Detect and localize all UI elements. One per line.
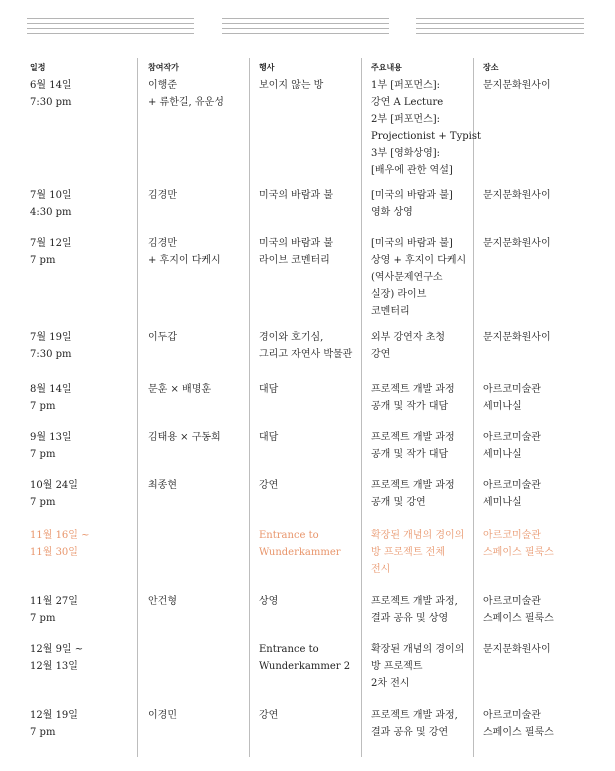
date-cell-line: 7 pm <box>30 497 56 508</box>
event-cell-line: 보이지 않는 방 <box>259 80 324 91</box>
artist-cell-line: 이경민 <box>148 710 177 721</box>
column-divider <box>361 58 362 757</box>
artist-cell <box>148 77 224 111</box>
place-cell-line: 아르코미술관 <box>483 710 541 721</box>
artist-cell <box>148 429 221 446</box>
artist-cell-line: 문훈 × 배명훈 <box>148 384 212 395</box>
place-cell-line: 스페이스 필룩스 <box>483 547 554 558</box>
place-cell <box>483 641 551 658</box>
date-cell-line: 7월 19일 <box>30 332 72 343</box>
date-cell-line: 11월 27일 <box>30 596 78 607</box>
content-cell <box>371 77 481 179</box>
event-cell-line: 미국의 바람과 불 <box>259 190 333 201</box>
content-cell-line: 결과 공유 및 상영 <box>371 613 449 624</box>
event-cell <box>259 187 333 204</box>
place-cell <box>483 77 551 94</box>
place-cell-line: 문지문화원사이 <box>483 190 551 201</box>
date-cell-line: 6월 14일 <box>30 80 72 91</box>
place-cell <box>483 429 541 463</box>
content-cell <box>371 329 445 363</box>
artist-cell-line: 김태용 × 구동희 <box>148 432 221 443</box>
artist-cell-line: 이행준 <box>148 80 177 91</box>
event-cell-line: 강연 <box>259 480 279 491</box>
content-cell-line: 프로젝트 개발 과정 <box>371 480 455 491</box>
event-cell-line: Entrance to <box>259 530 319 541</box>
date-cell-line: 12월 9일 ~ <box>30 644 84 655</box>
header-content: 주요내용 <box>371 63 402 72</box>
date-cell <box>30 381 72 415</box>
place-cell-line: 문지문화원사이 <box>483 332 551 343</box>
place-cell-line: 아르코미술관 <box>483 432 541 443</box>
artist-cell <box>148 329 177 346</box>
event-cell-line: Wunderkammer 2 <box>259 661 351 672</box>
date-cell <box>30 707 78 741</box>
artist-cell-line: 최종현 <box>148 480 177 491</box>
content-cell <box>371 527 464 578</box>
content-cell <box>371 477 455 511</box>
content-cell-line: 공개 및 강연 <box>371 497 426 508</box>
column-divider <box>249 58 250 757</box>
date-cell-line: 8월 14일 <box>30 384 72 395</box>
place-cell-line: 세미나실 <box>483 449 522 460</box>
place-cell <box>483 707 554 741</box>
content-cell-line: 실장) 라이브 <box>371 289 427 300</box>
event-cell <box>259 527 341 561</box>
content-cell-line: [배우에 관한 역설] <box>371 165 453 176</box>
date-cell-line: 11월 16일 ~ <box>30 530 90 541</box>
content-cell-line: 확장된 개념의 경이의 <box>371 530 465 541</box>
artist-cell <box>148 593 177 610</box>
content-cell-line: 강연 <box>371 349 391 360</box>
date-cell-line: 7:30 pm <box>30 97 72 108</box>
event-cell <box>259 235 333 269</box>
artist-cell <box>148 235 221 269</box>
date-cell-line: 10월 24일 <box>30 480 78 491</box>
artist-cell <box>148 381 211 398</box>
content-cell-line: 상영 + 후지이 다케시 <box>371 255 467 266</box>
decorative-rule-left <box>27 18 194 34</box>
place-cell <box>483 527 554 561</box>
header-date: 일정 <box>30 63 46 72</box>
event-cell-line: 상영 <box>259 596 279 607</box>
event-cell <box>259 593 278 610</box>
artist-cell-line: 이두갑 <box>148 332 177 343</box>
content-cell-line: 외부 강연자 초청 <box>371 332 445 343</box>
date-cell-line: 7 pm <box>30 613 56 624</box>
content-cell-line: 영화 상영 <box>371 207 413 218</box>
event-cell <box>259 477 278 494</box>
header-artist: 참여작가 <box>148 63 179 72</box>
content-cell-line: (역사문제연구소 <box>371 272 443 283</box>
place-cell-line: 문지문화원사이 <box>483 644 551 655</box>
content-cell-line: 프로젝트 개발 과정, <box>371 596 458 607</box>
place-cell <box>483 187 551 204</box>
content-cell-line: 2부 [퍼포먼스]: <box>371 114 441 125</box>
artist-cell <box>148 187 177 204</box>
place-cell-line: 아르코미술관 <box>483 384 541 395</box>
content-cell-line: 공개 및 작가 대담 <box>371 449 449 460</box>
place-cell-line: 문지문화원사이 <box>483 80 551 91</box>
event-cell-line: 대담 <box>259 384 279 395</box>
place-cell-line: 스페이스 필룩스 <box>483 613 554 624</box>
artist-cell-line: 김경만 <box>148 190 177 201</box>
place-cell-line: 아르코미술관 <box>483 530 541 541</box>
artist-cell <box>148 707 177 724</box>
content-cell-line: 프로젝트 개발 과정, <box>371 710 458 721</box>
content-cell-line: 프로젝트 개발 과정 <box>371 384 455 395</box>
place-cell-line: 문지문화원사이 <box>483 238 551 249</box>
date-cell-line: 12월 13일 <box>30 661 78 672</box>
date-cell <box>30 429 72 463</box>
date-cell <box>30 187 72 221</box>
date-cell <box>30 527 90 561</box>
decorative-rule-right <box>416 18 584 34</box>
date-cell-line: 9월 13일 <box>30 432 72 443</box>
date-cell <box>30 477 78 511</box>
event-cell-line: Wunderkammer <box>259 547 341 558</box>
content-cell <box>371 707 458 741</box>
date-cell-line: 7:30 pm <box>30 349 72 360</box>
decorative-rule-center <box>222 18 389 34</box>
content-cell-line: 공개 및 작가 대담 <box>371 401 449 412</box>
content-cell <box>371 641 464 692</box>
place-cell-line: 아르코미술관 <box>483 596 541 607</box>
date-cell-line: 7월 10일 <box>30 190 72 201</box>
content-cell <box>371 235 466 320</box>
date-cell <box>30 641 83 675</box>
artist-cell-line: + 류한길, 유운성 <box>148 97 224 108</box>
event-cell-line: 라이브 코멘터리 <box>259 255 330 266</box>
date-cell <box>30 329 72 363</box>
event-cell <box>259 77 323 94</box>
content-cell-line: 1부 [퍼포먼스]: <box>371 80 441 91</box>
event-cell <box>259 429 278 446</box>
date-cell <box>30 77 72 111</box>
date-cell-line: 7 pm <box>30 727 56 738</box>
place-cell <box>483 329 551 346</box>
date-cell-line: 12월 19일 <box>30 710 78 721</box>
event-cell-line: 경이와 호기심, <box>259 332 324 343</box>
artist-cell-line: + 후지이 다케시 <box>148 255 221 266</box>
content-cell <box>371 381 455 415</box>
place-cell <box>483 381 541 415</box>
content-cell-line: 강연 A Lecture <box>371 97 444 108</box>
event-cell <box>259 329 352 363</box>
header-place: 장소 <box>483 63 499 72</box>
content-cell-line: Projectionist + Typist <box>371 131 481 142</box>
schedule-table-header <box>0 62 615 76</box>
date-cell-line: 7월 12일 <box>30 238 72 249</box>
content-cell-line: [미국의 바람과 불] <box>371 238 453 249</box>
date-cell-line: 7 pm <box>30 401 56 412</box>
place-cell-line: 스페이스 필룩스 <box>483 727 554 738</box>
artist-cell-line: 김경만 <box>148 238 177 249</box>
place-cell-line: 아르코미술관 <box>483 480 541 491</box>
date-cell <box>30 235 72 269</box>
content-cell <box>371 187 453 221</box>
date-cell-line: 4:30 pm <box>30 207 72 218</box>
event-cell-line: 그리고 자연사 박물관 <box>259 349 353 360</box>
place-cell <box>483 477 541 511</box>
column-divider <box>137 58 138 757</box>
content-cell-line: 방 프로젝트 전체 <box>371 547 445 558</box>
content-cell-line: 전시 <box>371 564 391 575</box>
place-cell-line: 세미나실 <box>483 401 522 412</box>
event-cell <box>259 707 278 724</box>
place-cell-line: 세미나실 <box>483 497 522 508</box>
content-cell-line: 결과 공유 및 강연 <box>371 727 449 738</box>
event-cell-line: 대담 <box>259 432 279 443</box>
artist-cell <box>148 477 177 494</box>
content-cell-line: 확장된 개념의 경이의 <box>371 644 465 655</box>
event-cell <box>259 641 350 675</box>
content-cell-line: 프로젝트 개발 과정 <box>371 432 455 443</box>
content-cell-line: [미국의 바람과 불] <box>371 190 453 201</box>
artist-cell-line: 안건형 <box>148 596 177 607</box>
date-cell-line: 11월 30일 <box>30 547 78 558</box>
date-cell-line: 7 pm <box>30 255 56 266</box>
content-cell <box>371 593 458 627</box>
date-cell-line: 7 pm <box>30 449 56 460</box>
header-event: 행사 <box>259 63 275 72</box>
content-cell-line: 방 프로젝트 <box>371 661 423 672</box>
place-cell <box>483 235 551 252</box>
place-cell <box>483 593 554 627</box>
content-cell <box>371 429 455 463</box>
date-cell <box>30 593 78 627</box>
event-cell-line: 미국의 바람과 불 <box>259 238 333 249</box>
event-cell <box>259 381 278 398</box>
event-cell-line: Entrance to <box>259 644 319 655</box>
content-cell-line: 3부 [영화상영]: <box>371 148 441 159</box>
content-cell-line: 2차 전시 <box>371 678 410 689</box>
content-cell-line: 코멘터리 <box>371 306 410 317</box>
event-cell-line: 강연 <box>259 710 279 721</box>
